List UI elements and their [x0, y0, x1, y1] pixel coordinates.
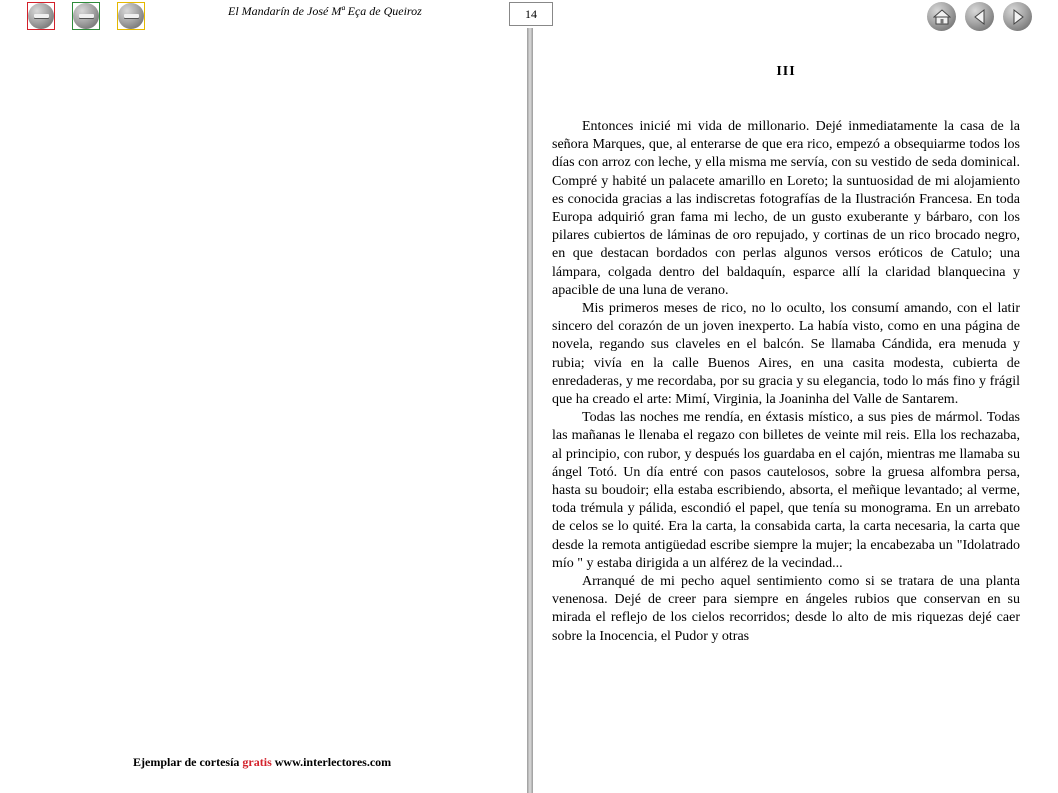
- paragraph: Entonces inicié mi vida de millonario. Dejé inmediatamente la casa de la señora Marques, que, al enterarse de que era rico, empezó a obsequiarme todos los días con arroz con leche, y ella misma me servía, con su vestido de seda dominical. Compré y habité un palacete amarillo en Loreto; la suntuosidad de mi alojamiento es conocida gracias a las indiscretas fotografías de la Ilustración Francesa. En toda Europa adquirió gran fama mi lecho, de un gusto exuberante y bárbaro, con los pilares cubiertos de láminas de oro repujado, y cortinas de un rico brocado negro, en que destacan bordados con perlas algunos versos eróticos de Catulo; una lámpara, colgada dentro del baldaquín, esparce allí la claridad blanquecina y apacible de una luna de verano.: [552, 119, 1020, 298]
- home-button[interactable]: [927, 2, 956, 31]
- minus-icon: [118, 3, 144, 29]
- home-icon: [933, 8, 951, 26]
- page-divider: [527, 28, 533, 793]
- next-page-button[interactable]: [1003, 2, 1032, 31]
- toc-button-red[interactable]: [27, 2, 55, 30]
- footer-url[interactable]: www.interlectores.com: [274, 755, 392, 769]
- footer-gratis: gratis: [242, 755, 272, 769]
- footer-prefix: Ejemplar de cortesía: [133, 755, 240, 769]
- paragraph: Arranqué de mi pecho aquel sentimiento como si se tratara de una planta venenosa. Dejé de creer para siempre en ángeles rubios que conservan en su mirada el reflejo de los cielos recorridos; desde lo alto de mis riquezas dejé caer sobre la Inocencia, el Pudor y otras: [552, 574, 1020, 644]
- paragraph: Mis primeros meses de rico, no lo oculto, los consumí amando, con el latir sincero del corazón de un joven inexperto. La había visto, como en una página de novela, regando sus claveles en el balcón. Se llamaba Cándida, era menuda y rubia; vivía en la calle Buenos Aires, en una casita modesta, cubierta de enredaderas, y me recordaba, por su gracia y su elegancia, todo lo más fino y frágil que ha creado el arte: Mimí, Virginia, la Joaninha del Valle de Santarem.: [552, 301, 1020, 408]
- page-number: 14: [509, 2, 553, 26]
- chapter-heading: III: [776, 64, 796, 79]
- footer-note: [133, 755, 391, 770]
- toc-button-green[interactable]: [72, 2, 100, 30]
- chapter-text: [552, 118, 1020, 734]
- arrow-right-icon: [1009, 8, 1027, 26]
- arrow-left-icon: [971, 8, 989, 26]
- book-title: El Mandarín de José Mª Eça de Queiroz: [228, 4, 422, 18]
- minus-icon: [73, 3, 99, 29]
- toc-button-yellow[interactable]: [117, 2, 145, 30]
- paragraph: Todas las noches me rendía, en éxtasis místico, a sus pies de mármol. Todas las mañanas le llenaba el regazo con billetes de veinte mil reis. Ella los rechazaba, al principio, con rubor, y después los guardaba en el cajón, mientras me llamaba su ángel Totó. Un día entré con pasos cautelosos, sobre la gruesa alfombra persa, hasta su boudoir; ella estaba escribiendo, absorta, el meñique levantado; al verme, toda trémula y pálida, escondió el papel, que tenía su monograma. En un arrebato de celos se lo quité. Era la carta, la consabida carta, la carta necesaria, la carta que desde la remota antigüedad escribe siempre la mujer; la encabezaba un "Idolatrado mío " y estaba dirigida a un alférez de la vecindad...: [552, 410, 1020, 571]
- minus-icon: [28, 3, 54, 29]
- previous-page-button[interactable]: [965, 2, 994, 31]
